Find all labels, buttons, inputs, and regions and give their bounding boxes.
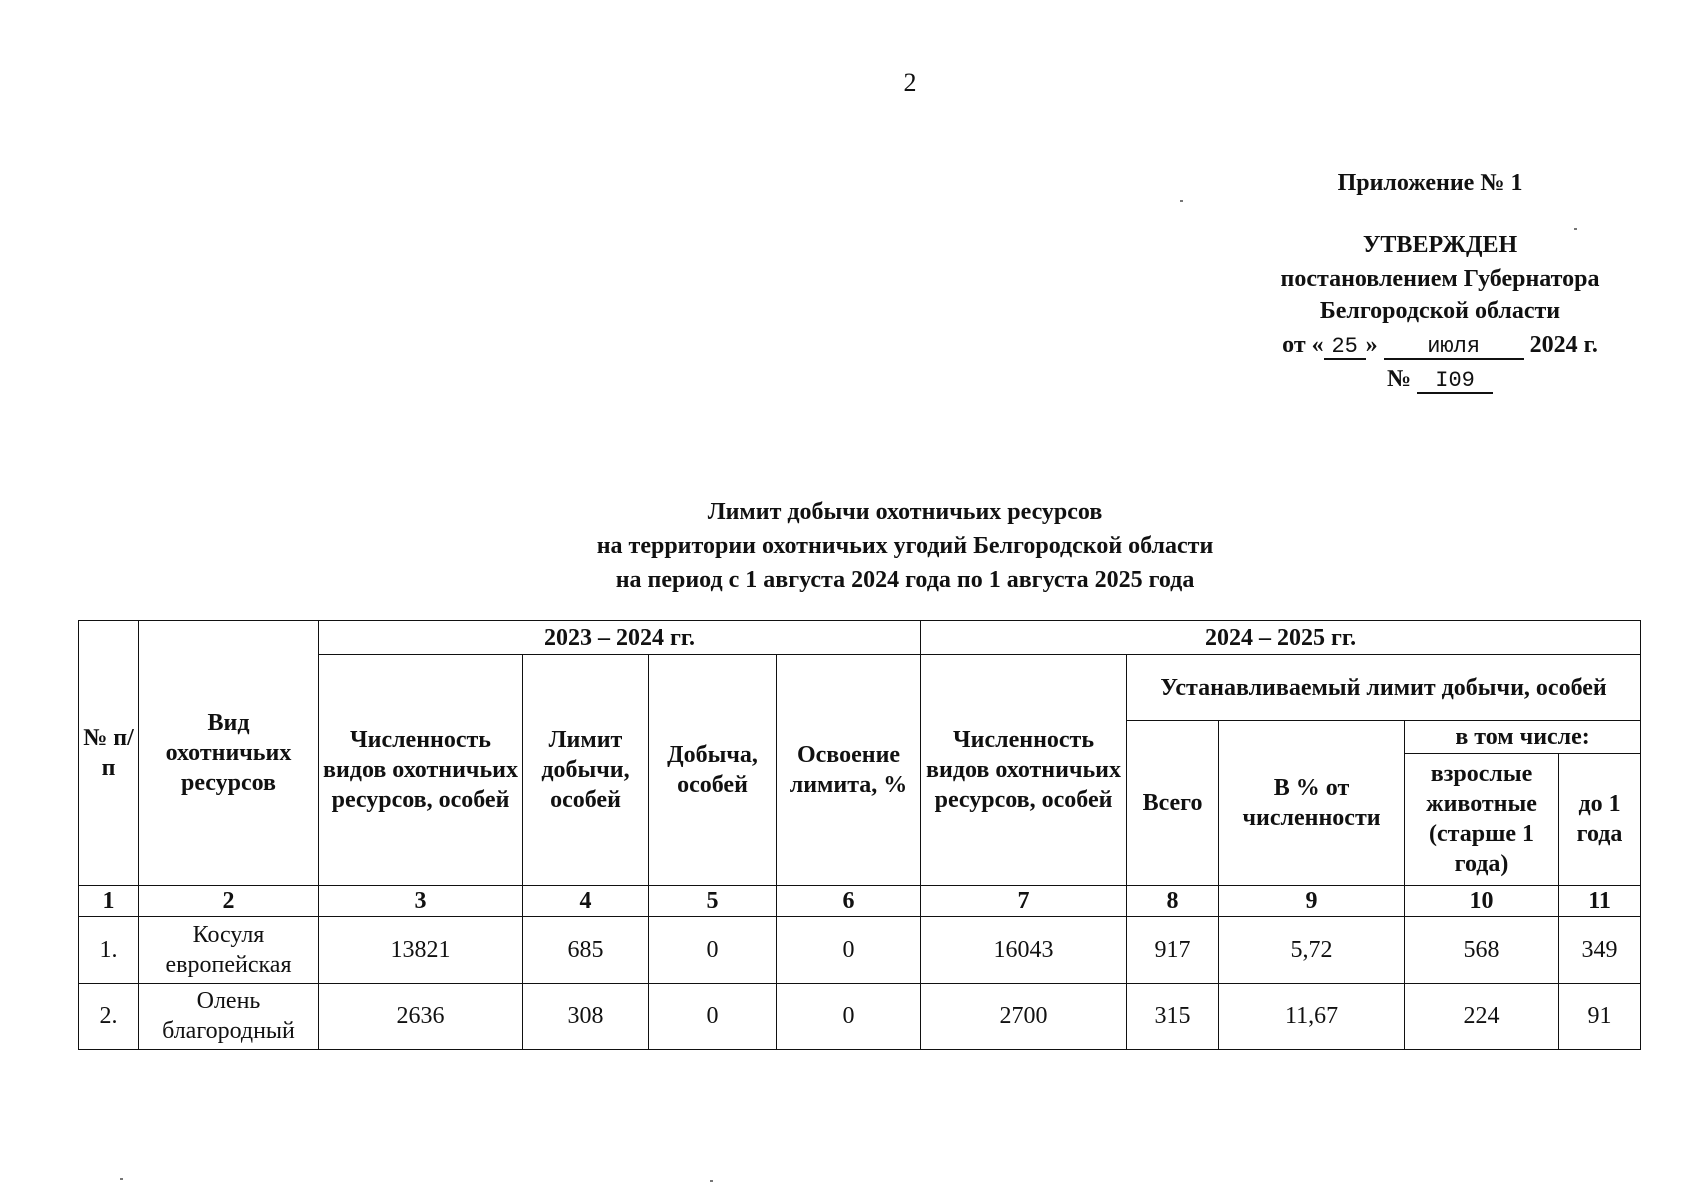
column-number: 4: [523, 886, 649, 917]
population-prev: 2636: [319, 983, 523, 1049]
header-adults: взрослые животные (старше 1 года): [1405, 753, 1559, 886]
utilization: 0: [777, 917, 921, 983]
decree-number: [1240, 366, 1640, 394]
population-prev: 13821: [319, 917, 523, 983]
species-name: Косуля европейская: [139, 917, 319, 983]
column-number: 2: [139, 886, 319, 917]
header-no: № п/п: [79, 621, 139, 886]
header-population-prev: Численность видов охотничьих ресурсов, особей: [319, 655, 523, 886]
column-number: 3: [319, 886, 523, 917]
title-line-3: на период с 1 августа 2024 года по 1 августа 2025 года: [615, 567, 1195, 593]
header-utilization: Освоение лимита, %: [777, 655, 921, 886]
species-name: Олень благородный: [139, 983, 319, 1049]
header-total: Всего: [1127, 721, 1219, 886]
header-under-one: до 1 года: [1559, 753, 1641, 886]
scan-speck: [1574, 228, 1577, 230]
scan-speck: [710, 1180, 713, 1182]
scan-speck: [120, 1178, 123, 1180]
limit-total: 917: [1127, 917, 1219, 983]
date-day: 25: [1324, 336, 1366, 360]
harvest: 0: [649, 983, 777, 1049]
region-label: Белгородской области: [1319, 298, 1561, 324]
date-prefix: от «: [1282, 332, 1324, 358]
header-percent: В % от численности: [1219, 721, 1405, 886]
header-limit-group: Устанавливаемый лимит добычи, особей: [1127, 655, 1641, 721]
column-number: 11: [1559, 886, 1641, 917]
approval-date: [1240, 332, 1640, 360]
limit-adults: 568: [1405, 917, 1559, 983]
header-including: в том числе:: [1405, 721, 1641, 753]
number-value: I09: [1417, 370, 1493, 394]
approved-label: УТВЕРЖДЕН: [1362, 232, 1518, 258]
limit-adults: 224: [1405, 983, 1559, 1049]
header-period-prev: 2023 – 2024 гг.: [319, 621, 921, 655]
column-number: 6: [777, 886, 921, 917]
appendix-label: Приложение № 1: [1337, 170, 1523, 196]
limit-prev: 308: [523, 983, 649, 1049]
header-species: Вид охотничьих ресурсов: [139, 621, 319, 886]
date-mid: »: [1365, 332, 1378, 358]
number-prefix: №: [1386, 366, 1412, 392]
header-harvest: Добыча, особей: [649, 655, 777, 886]
column-number: 10: [1405, 886, 1559, 917]
table-row: [79, 983, 1641, 1049]
column-number: 7: [921, 886, 1127, 917]
title-line-1: Лимит добычи охотничьих ресурсов: [707, 499, 1103, 525]
row-number: 2.: [79, 983, 139, 1049]
column-number-row: [79, 886, 1641, 917]
row-number: 1.: [79, 917, 139, 983]
population-next: 2700: [921, 983, 1127, 1049]
decree-label: постановлением Губернатора: [1280, 266, 1600, 292]
harvest: 0: [649, 917, 777, 983]
header-population-next: Численность видов охотничьих ресурсов, особей: [921, 655, 1127, 886]
page-number: 2: [903, 68, 917, 97]
scan-speck: [1180, 200, 1183, 202]
column-number: 8: [1127, 886, 1219, 917]
date-year: 2024 г.: [1529, 332, 1598, 358]
header-period-next: 2024 – 2025 гг.: [921, 621, 1641, 655]
limit-prev: 685: [523, 917, 649, 983]
limit-percent: 11,67: [1219, 983, 1405, 1049]
limit-under-one: 349: [1559, 917, 1641, 983]
limit-percent: 5,72: [1219, 917, 1405, 983]
table-row: [79, 917, 1641, 983]
header-limit-prev: Лимит добычи, особей: [523, 655, 649, 886]
column-number: 9: [1219, 886, 1405, 917]
population-next: 16043: [921, 917, 1127, 983]
document-title: [540, 495, 1270, 597]
column-number: 5: [649, 886, 777, 917]
title-line-2: на территории охотничьих угодий Белгородской области: [596, 533, 1214, 559]
limit-under-one: 91: [1559, 983, 1641, 1049]
utilization: 0: [777, 983, 921, 1049]
limit-total: 315: [1127, 983, 1219, 1049]
column-number: 1: [79, 886, 139, 917]
date-month: июля: [1384, 336, 1524, 360]
hunting-limit-table: [78, 620, 1641, 1050]
